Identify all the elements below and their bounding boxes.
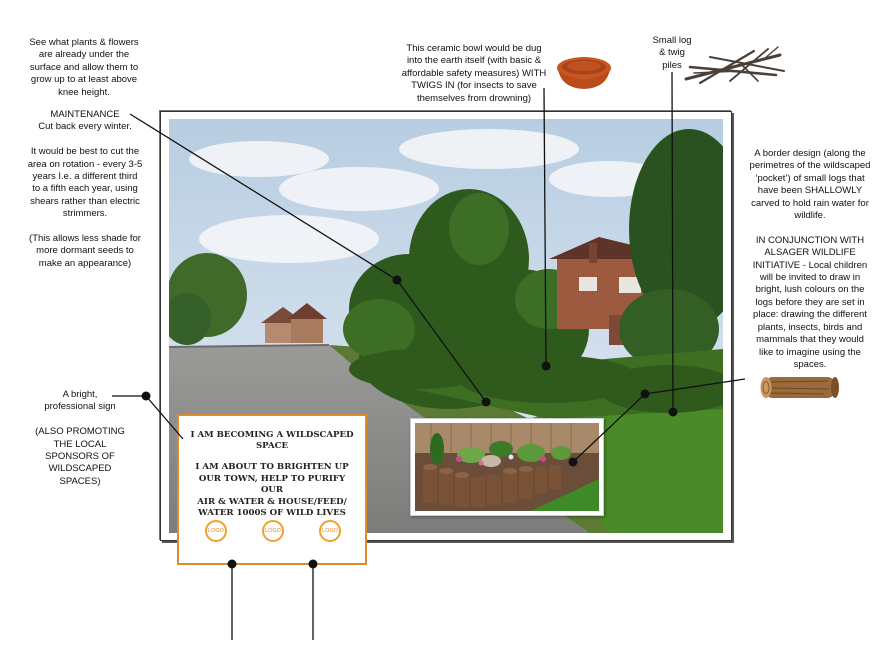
twig-pile-image	[680, 45, 788, 87]
plants-note: See what plants & flowers are already under the surface and allow them to grow up to at least above knee height.	[29, 37, 139, 98]
log-image	[758, 372, 842, 402]
sponsor-logo-3: LOGO	[319, 520, 341, 542]
border-design-note: A border design (along the perimetres of the wildscaped ‘pocket’) of small logs that have been SHALLOWLY carved to hold rain water for wildlife. IN CONJUNCTION WITH ALSAGER WILDLIFE INITIATIVE - Local children will be invited to draw in bright, lush colours on the logs before they are set in place: drawing the different plants, insects, birds and mammals that they would like to imagine using the spaces.	[749, 148, 871, 370]
sign-title: I AM BECOMING A WILDSCAPED SPACE	[190, 430, 354, 451]
sponsor-logo-2: LOGO	[262, 520, 284, 542]
sign-note: A bright, professional sign (ALSO PROMOTING THE LOCAL SPONSORS OF WILDSCAPED SPACES)	[35, 389, 125, 487]
ceramic-bowl-image	[555, 54, 613, 94]
wildscape-sign	[177, 414, 367, 565]
log-piles-note: Small log & twig piles	[652, 35, 692, 71]
log-border-example-photo	[410, 418, 604, 516]
bowl-note: This ceramic bowl would be dug into the earth itself (with basic & affordable safety measures) WITH TWIGS IN (for insects to save themselves from drowning)	[401, 43, 547, 104]
sponsor-logo-1: LOGO	[205, 520, 227, 542]
sign-body: I AM ABOUT TO BRIGHTEN UP OUR TOWN, HELP TO PURIFY OUR AIR & WATER & HOUSE/FEED/ WATER 1000S OF WILD LIVES	[195, 462, 349, 518]
maintenance-note: MAINTENANCE Cut back every winter. It would be best to cut the area on rotation - every 3-5 years I.e. a different third to a fifth each year, using shears rather than electric strimmers. (This allows less shade for more dormant seeds to make an appearance)	[27, 109, 143, 269]
